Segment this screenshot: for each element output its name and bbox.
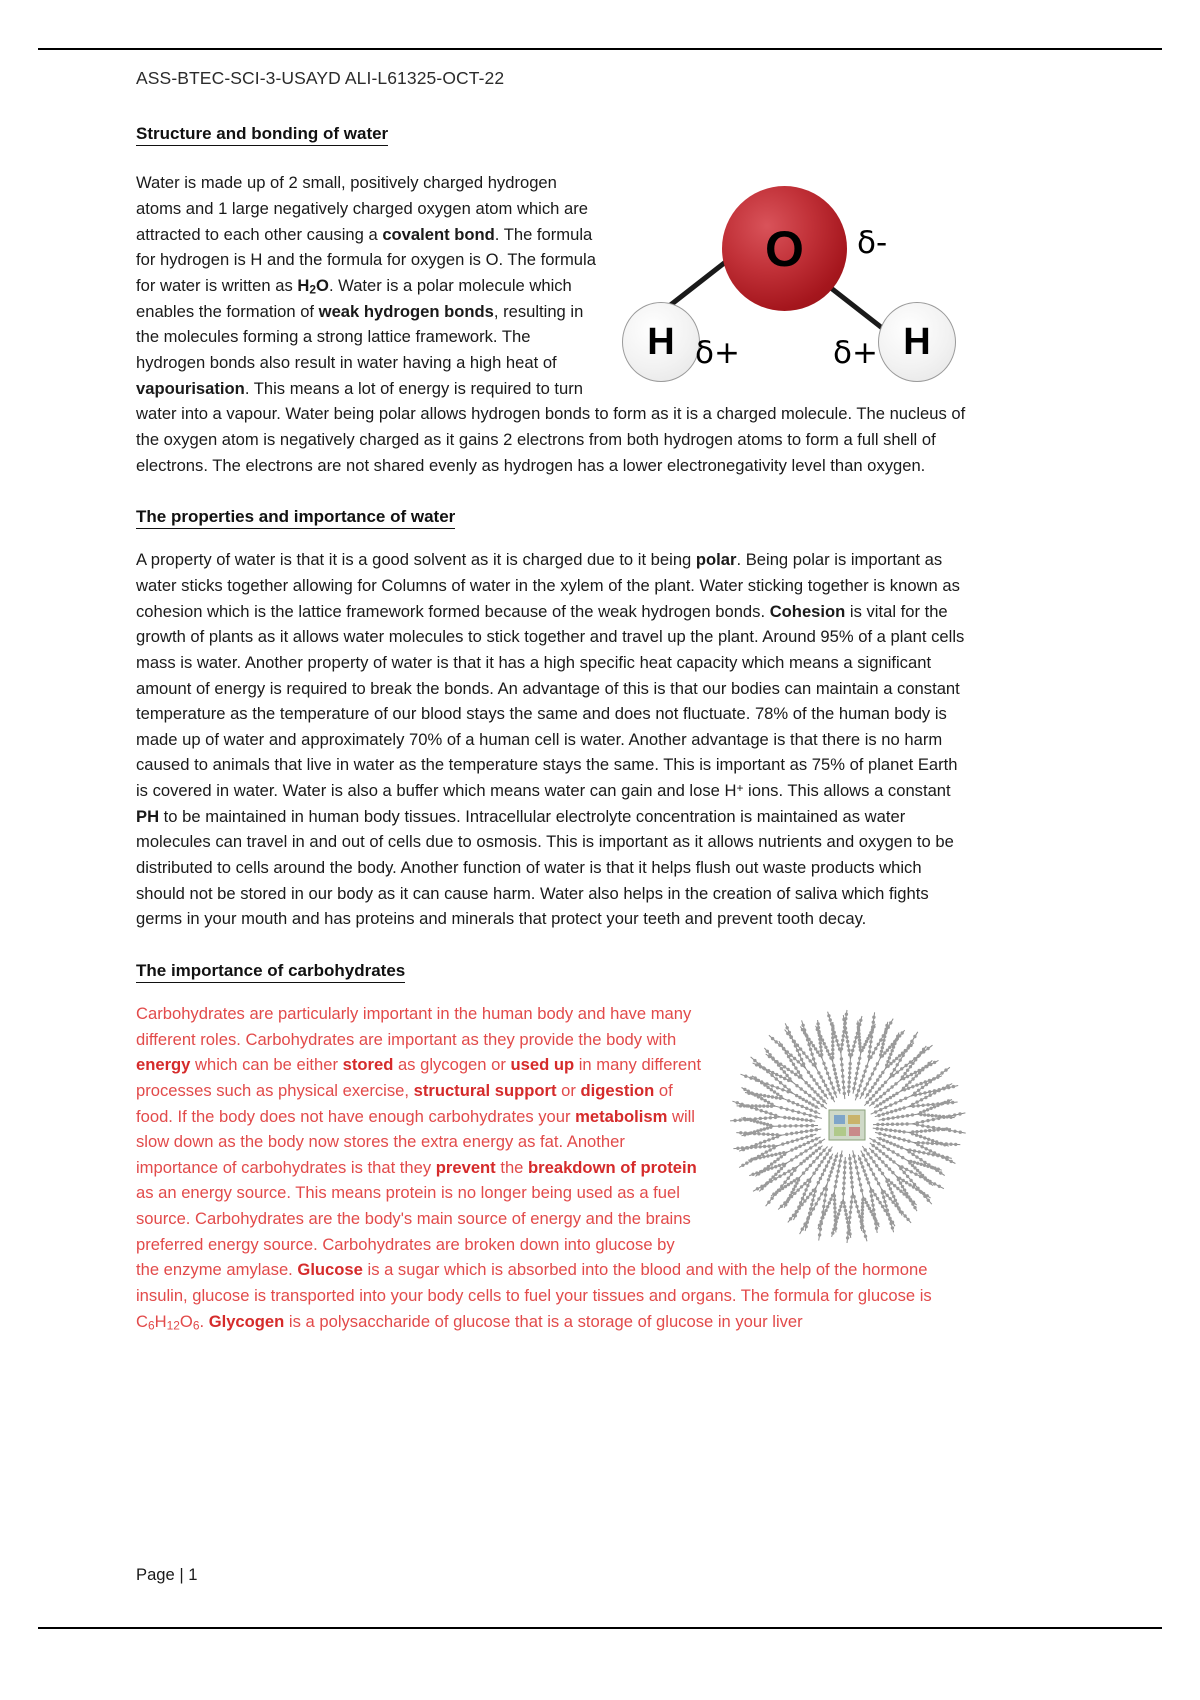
glycogen-granule-icon [724, 1007, 974, 1249]
hydrogen-left-label: H [647, 321, 675, 364]
oxygen-atom-label: O [765, 220, 804, 277]
section-properties-water-heading-wrap [136, 506, 974, 543]
delta-positive-left-label: δ+ [695, 335, 740, 372]
delta-negative-label: δ- [857, 225, 888, 262]
water-molecule-figure [614, 178, 974, 393]
section-carbohydrates-heading-wrap [136, 960, 974, 997]
page-footer: Page | 1 [136, 1565, 198, 1584]
paragraph-structure-bonding-water: Water is made up of 2 small, positively charged hydrogen atoms and 1 large negatively charged oxygen atom which are attracted to each other causing a covalent bond. The formula for hydrogen is H and the formula for oxygen is O. The formula for water is written as $H_2O$. Water is a polar molecule which enables the formation of weak hydrogen bonds, resulting in the molecules forming a strong lattice framework. The hydrogen bonds also result in water having a high heat of vapourisation. This means a lot of energy is required to turn water into a vapour. Water being polar allows hydrogen bonds to form as it is a charged molecule. The nucleus of the oxygen atom is negatively charged as it gains 2 electrons from both hydrogen atoms to form a full shell of electrons. The electrons are not shared evenly as hydrogen has a lower electronegativity level than oxygen. [136, 173, 966, 475]
hydrogen-right-label: H [903, 321, 931, 364]
page-title-properties-importance-water: The properties and importance of water [136, 506, 455, 529]
section-carbohydrates-body [136, 1001, 974, 1335]
page-title-importance-carbohydrates: The importance of carbohydrates [136, 960, 405, 983]
paragraph-importance-carbohydrates: Carbohydrates are particularly important in the human body and have many different roles. Carbohydrates are important as they provide the body with energy which can be either stored as glycogen or used up in many different processes such as physical exercise, structural support or digestion of food. If the body does not have enough carbohydrates your metabolism will slow down as the body now stores the extra energy as fat. Another importance of carbohydrates is that they prevent the breakdown of protein as an energy source. This means protein is no longer being used as a fuel source. Carbohydrates are the body's main source of energy and the brains preferred energy source. Carbohydrates are broken down into glucose by the enzyme amylase. Glucose is a sugar which is absorbed into the blood and with the help of the hormone insulin, glucose is transported into your body cells to fuel your tissues and organs. The formula for glucose is $C_6H_{12}O_6$. Glycogen is a polysaccharide of glucose that is a storage of glucose in your liver [136, 1004, 932, 1333]
delta-positive-right-label: δ+ [833, 335, 878, 372]
paragraph-properties-importance-water: A property of water is that it is a good solvent as it is charged due to it being polar. Being polar is important as water sticks together allowing for Columns of water in the xylem of the plant. Water sticking together is known as cohesion which is the lattice framework formed because of the weak hydrogen bonds. Cohesion is vital for the growth of plants as it allows water molecules to stick together and travel up the plant. Around 95% of a plant cells mass is water. Another property of water is that it has a high specific heat capacity which means a significant amount of energy is required to break the bonds. An advantage of this is that our bodies can maintain a constant temperature as the temperature of our blood stays the same and does not fluctuate. 78% of the human body is made up of water and approximately 70% of a human cell is water. Another advantage is that there is no harm caused to animals that live in water as the temperature stays the same. This is important as 75% of planet Earth is covered in water. Water is also a buffer which means water can gain and lose H+ ions. This allows a constant PH to be maintained in human body tissues. Intracellular electrolyte concentration is maintained as water molecules can travel in and out of cells due to osmosis. This is important as it allows nutrients and oxygen to be distributed to cells around the body. Another function of water is that it helps flush out waste products which should not be stored in our body as it can cause harm. Water also helps in the creation of saliva which fights germs in your mouth and has proteins and minerals that protect your teeth and prevent tooth decay. [136, 550, 965, 929]
section-structure-bonding-water-heading-wrap [136, 123, 974, 160]
section-structure-bonding-water-body [136, 170, 974, 478]
glycogen-figure [724, 1007, 974, 1249]
hydrogen-atom-right-icon [878, 302, 956, 382]
hydrogen-atom-left-icon [622, 302, 700, 382]
page-title-structure-bonding-water: Structure and bonding of water [136, 123, 388, 146]
footer-rule [38, 1627, 1162, 1629]
document-header-code: ASS-BTEC-SCI-3-USAYD ALI-L61325-OCT-22 [136, 68, 505, 88]
oxygen-atom-icon [722, 186, 847, 311]
document-content [136, 68, 974, 1335]
header-rule [38, 48, 1162, 50]
